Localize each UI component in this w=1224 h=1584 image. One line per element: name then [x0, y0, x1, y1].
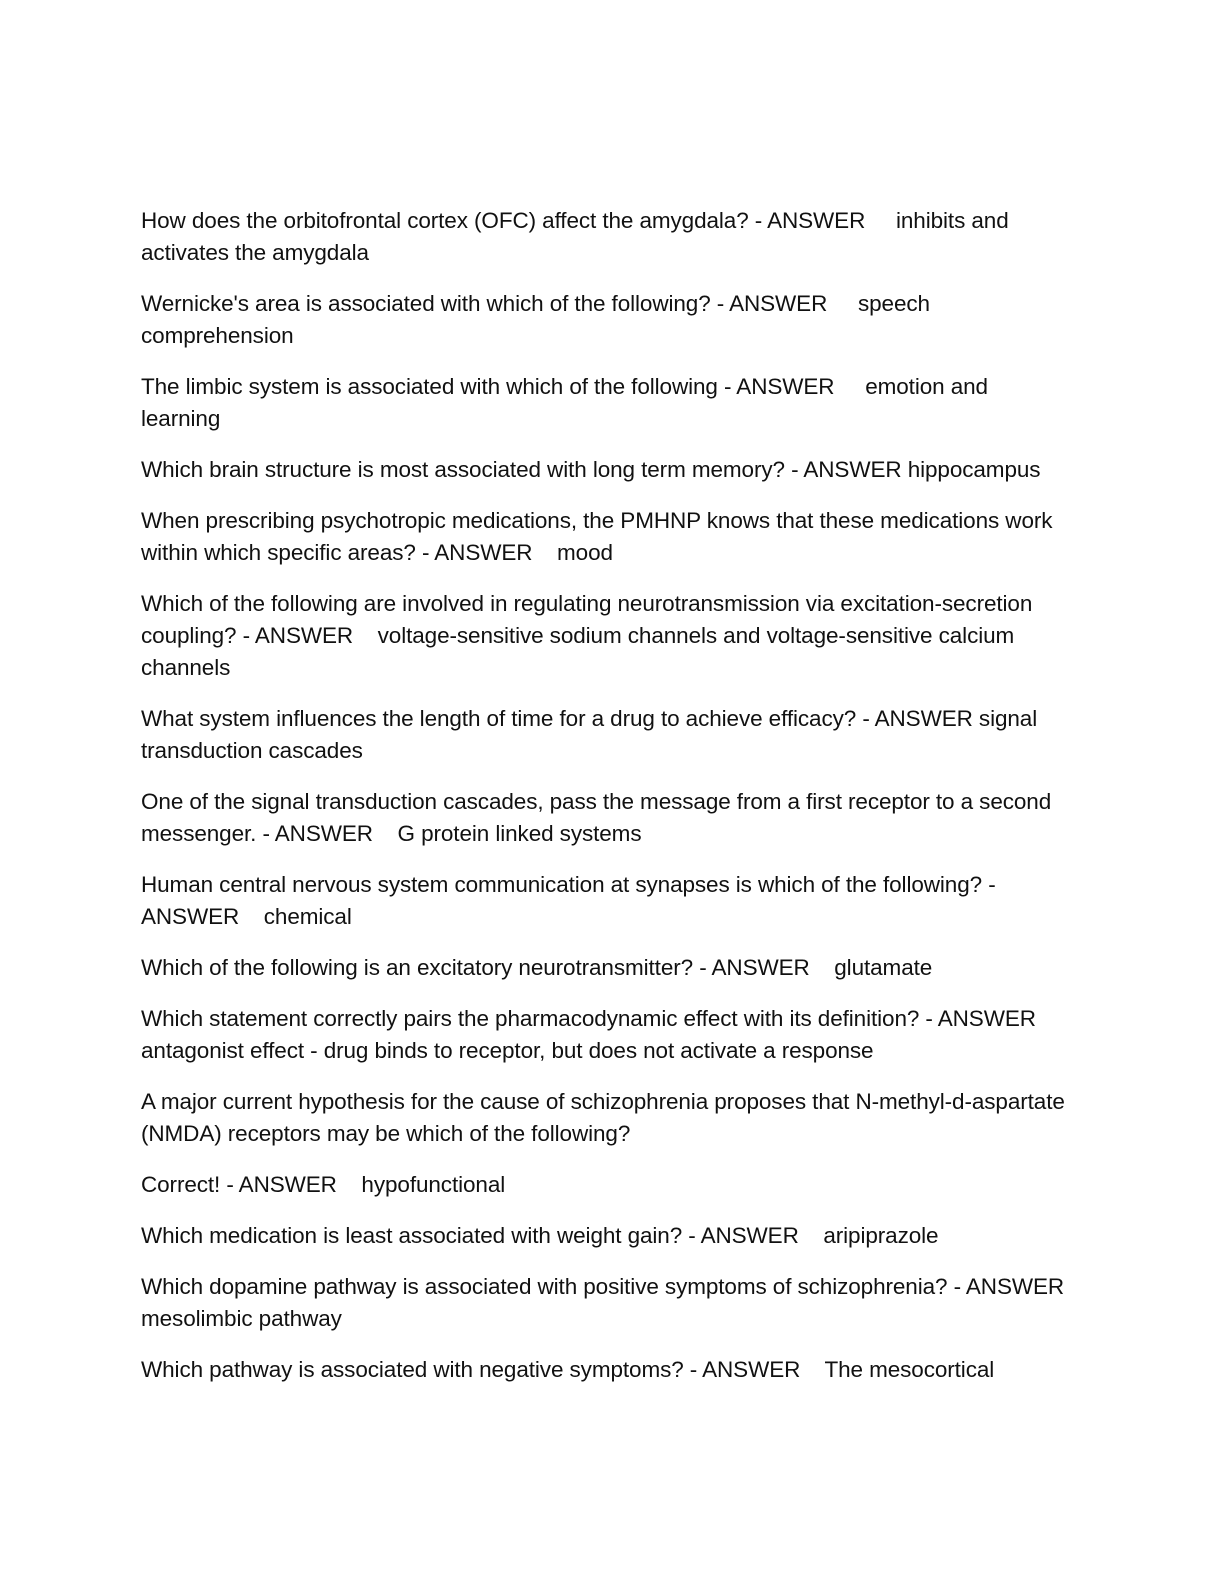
qa-item-excitatory-neurotransmitter: Which of the following is an excitatory neurotransmitter? - ANSWER glutamate — [141, 955, 933, 980]
qa-item-excitation-secretion: Which of the following are involved in regulating neurotransmission via excitation-secretion coupling? - ANSWER voltage-sensitive sodium channels and voltage-sensitive calcium channels — [141, 591, 1039, 680]
qa-item-ofc-amygdala: How does the orbitofrontal cortex (OFC) affect the amygdala? - ANSWER inhibits and activates the amygdala — [141, 208, 1015, 265]
qa-list — [141, 205, 1089, 1405]
qa-item-psychotropic-areas: When prescribing psychotropic medications, the PMHNP knows that these medications work within which specific areas? - ANSWER mood — [141, 508, 1059, 565]
qa-item-limbic-system: The limbic system is associated with which of the following - ANSWER emotion and learning — [141, 374, 995, 431]
qa-item-cns-synapses: Human central nervous system communication at synapses is which of the following? - ANSWER chemical — [141, 872, 1001, 929]
qa-item-nmda-hypothesis: A major current hypothesis for the cause of schizophrenia proposes that N-methyl-d-aspartate (NMDA) receptors may be which of the following? — [141, 1089, 1071, 1146]
qa-item-wernicke: Wernicke's area is associated with which of the following? - ANSWER speech comprehension — [141, 291, 937, 348]
qa-item-negative-symptoms: Which pathway is associated with negative symptoms? - ANSWER The mesocortical — [141, 1357, 995, 1382]
qa-item-drug-efficacy: What system influences the length of time for a drug to achieve efficacy? - ANSWER signal transduction cascades — [141, 706, 1044, 763]
qa-item-signal-transduction: One of the signal transduction cascades, pass the message from a first receptor to a second messenger. - ANSWER G protein linked systems — [141, 789, 1058, 846]
qa-item-pharmacodynamic: Which statement correctly pairs the pharmacodynamic effect with its definition? - ANSWER antagonist effect - drug binds to receptor, but does not activate a response — [141, 1006, 1061, 1063]
qa-item-weight-gain: Which medication is least associated with weight gain? - ANSWER aripiprazole — [141, 1223, 939, 1248]
qa-item-positive-symptoms: Which dopamine pathway is associated with positive symptoms of schizophrenia? - ANSWER mesolimbic pathway — [141, 1274, 1089, 1331]
qa-item-long-term-memory: Which brain structure is most associated with long term memory? - ANSWER hippocampus — [141, 457, 1041, 482]
qa-item-hypofunctional: Correct! - ANSWER hypofunctional — [141, 1172, 506, 1197]
